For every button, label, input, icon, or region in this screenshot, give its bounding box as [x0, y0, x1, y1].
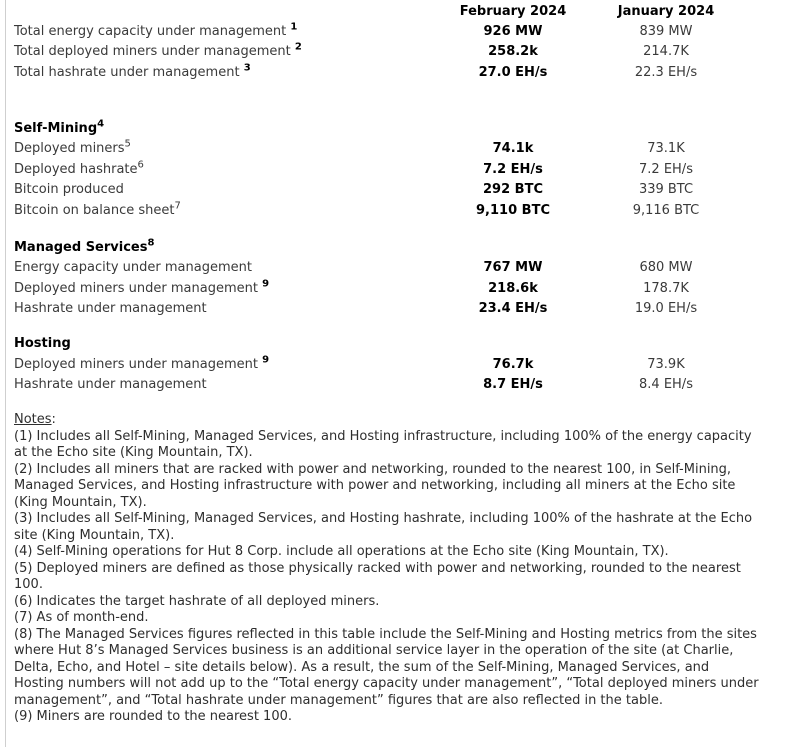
value-january: 339 BTC — [638, 182, 694, 198]
note-item: (1) Includes all Self-Mining, Managed Services, and Hosting infrastructure, including 100% of the energy capacity at the Echo site (King Mountain, TX). — [14, 428, 752, 460]
value-january: 178.7K — [643, 280, 689, 296]
table-row — [14, 278, 790, 299]
note-item: (7) As of month-end. — [14, 610, 149, 625]
value-february: 767 MW — [483, 260, 543, 276]
section-spacer — [14, 319, 790, 333]
value-february: 27.0 EH/s — [478, 64, 548, 80]
table-row — [14, 159, 790, 180]
footnote-ref: 3 — [243, 62, 251, 74]
value-february: 7.2 EH/s — [483, 161, 543, 177]
note-item: (3) Includes all Self-Mining, Managed Services, and Hosting hashrate, including 100% of the hashrate at the Echo site (King Mountain, TX). — [14, 511, 753, 543]
notes-section — [0, 412, 762, 726]
table-row — [14, 200, 790, 221]
row-label — [14, 41, 434, 60]
table-row — [14, 258, 790, 279]
row-label — [14, 182, 434, 197]
table-row — [14, 180, 790, 201]
row-label — [14, 62, 434, 80]
note-item: (5) Deployed miners are defined as those physically racked with power and networking, rounded to the nearest 100. — [14, 560, 741, 592]
value-january: 680 MW — [639, 260, 693, 276]
footnote-ref: 9 — [262, 354, 270, 366]
section-title — [14, 118, 434, 136]
row-label-text: Deployed miners — [14, 141, 125, 157]
section-spacer — [14, 83, 790, 118]
footnote-ref: 8 — [147, 237, 155, 249]
value-january: 7.2 EH/s — [639, 161, 693, 177]
note-item: (8) The Managed Services figures reflected in this table include the Self-Mining and Hosting metrics from the sites where Hut 8’s Managed Services business is an additional service layer in the operation of the site (at Charlie, Delta, Echo, and Hotel – site details below). As a result, the sum of the Self-Mining, Managed Services, and Hosting numbers will not add up to the “Total energy capacity under management”, “Total deployed miners under management”, and “Total hashrate under management” figures that are also reflected in the table. — [14, 626, 759, 708]
row-label — [14, 354, 434, 372]
row-label — [14, 138, 434, 157]
value-february: 76.7k — [492, 356, 534, 372]
table-row — [14, 354, 790, 375]
notes-body — [14, 429, 762, 726]
value-january: 839 MW — [639, 23, 693, 39]
value-february: 292 BTC — [483, 182, 543, 198]
table-row — [14, 375, 790, 396]
value-february: 9,110 BTC — [476, 202, 550, 218]
footnote-ref: 9 — [262, 278, 270, 290]
column-header-january: January 2024 — [617, 4, 715, 19]
value-january: 73.1K — [647, 141, 685, 157]
row-label-text: Deployed miners under management — [14, 280, 258, 296]
row-label — [14, 278, 434, 296]
value-january: 214.7K — [643, 44, 689, 60]
row-label-text: Total deployed miners under management — [14, 44, 291, 60]
footnote-ref: 4 — [97, 118, 105, 130]
table-row — [14, 299, 790, 320]
value-february: 258.2k — [488, 44, 538, 60]
row-label-text: Hashrate under management — [14, 377, 207, 393]
footnote-ref: 2 — [294, 41, 302, 53]
left-border-line — [5, 0, 6, 747]
notes-heading-colon: : — [51, 412, 56, 427]
note-item: (6) Indicates the target hashrate of all deployed miners. — [14, 593, 380, 609]
section-title-text: Hosting — [14, 336, 71, 351]
value-january: 8.4 EH/s — [639, 377, 693, 393]
section-spacer — [14, 221, 790, 237]
note-item: (4) Self-Mining operations for Hut 8 Corp. include all operations at the Echo site (King Mountain, TX). — [14, 544, 669, 559]
row-label-text: Total energy capacity under management — [14, 23, 287, 39]
value-february: 926 MW — [483, 23, 543, 39]
footnote-ref: 5 — [124, 138, 131, 150]
value-february: 74.1k — [492, 141, 534, 157]
table-row — [14, 139, 790, 160]
row-label — [14, 260, 434, 275]
row-label — [14, 377, 434, 392]
section-title — [14, 237, 434, 255]
footnote-ref: 6 — [137, 159, 144, 171]
section-title-text: Self-Mining — [14, 120, 98, 136]
table-header-row — [14, 2, 790, 21]
note-item: (9) Miners are rounded to the nearest 100. — [14, 709, 293, 724]
row-label — [14, 200, 434, 218]
row-label-text: Bitcoin on balance sheet — [14, 202, 175, 218]
value-february: 218.6k — [488, 280, 538, 296]
value-january: 19.0 EH/s — [634, 301, 698, 317]
footnote-ref: 7 — [174, 200, 181, 212]
table-body — [14, 21, 790, 395]
section-header-row — [14, 333, 790, 354]
row-label-text: Hashrate under management — [14, 301, 207, 317]
row-label — [14, 21, 434, 39]
row-label-text: Deployed hashrate — [14, 161, 138, 177]
row-label — [14, 159, 434, 177]
notes-heading-line — [14, 412, 762, 429]
value-january: 9,116 BTC — [632, 202, 700, 218]
value-january: 22.3 EH/s — [634, 64, 698, 80]
section-title — [14, 336, 434, 351]
row-label-text: Bitcoin produced — [14, 182, 124, 198]
section-title-text: Managed Services — [14, 239, 148, 255]
value-february: 23.4 EH/s — [478, 301, 548, 317]
table-row — [14, 21, 790, 42]
table-row — [14, 62, 790, 83]
notes-heading: Notes — [14, 412, 52, 427]
section-header-row — [14, 237, 790, 258]
row-label-text: Energy capacity under management — [14, 260, 252, 276]
row-label — [14, 301, 434, 316]
section-header-row — [14, 118, 790, 139]
row-label-text: Deployed miners under management — [14, 356, 258, 372]
column-header-february: February 2024 — [459, 4, 567, 19]
row-label-text: Total hashrate under management — [14, 64, 240, 80]
note-item: (2) Includes all miners that are racked with power and networking, rounded to the nearest 100, in Self-Mining, Managed Services, and Hosting infrastructure with power and networking, including all miners at the Echo site (King Mountain, TX). — [14, 461, 736, 510]
footnote-ref: 1 — [290, 21, 298, 33]
value-february: 8.7 EH/s — [483, 377, 543, 393]
value-january: 73.9K — [647, 356, 685, 372]
table-row — [14, 42, 790, 63]
